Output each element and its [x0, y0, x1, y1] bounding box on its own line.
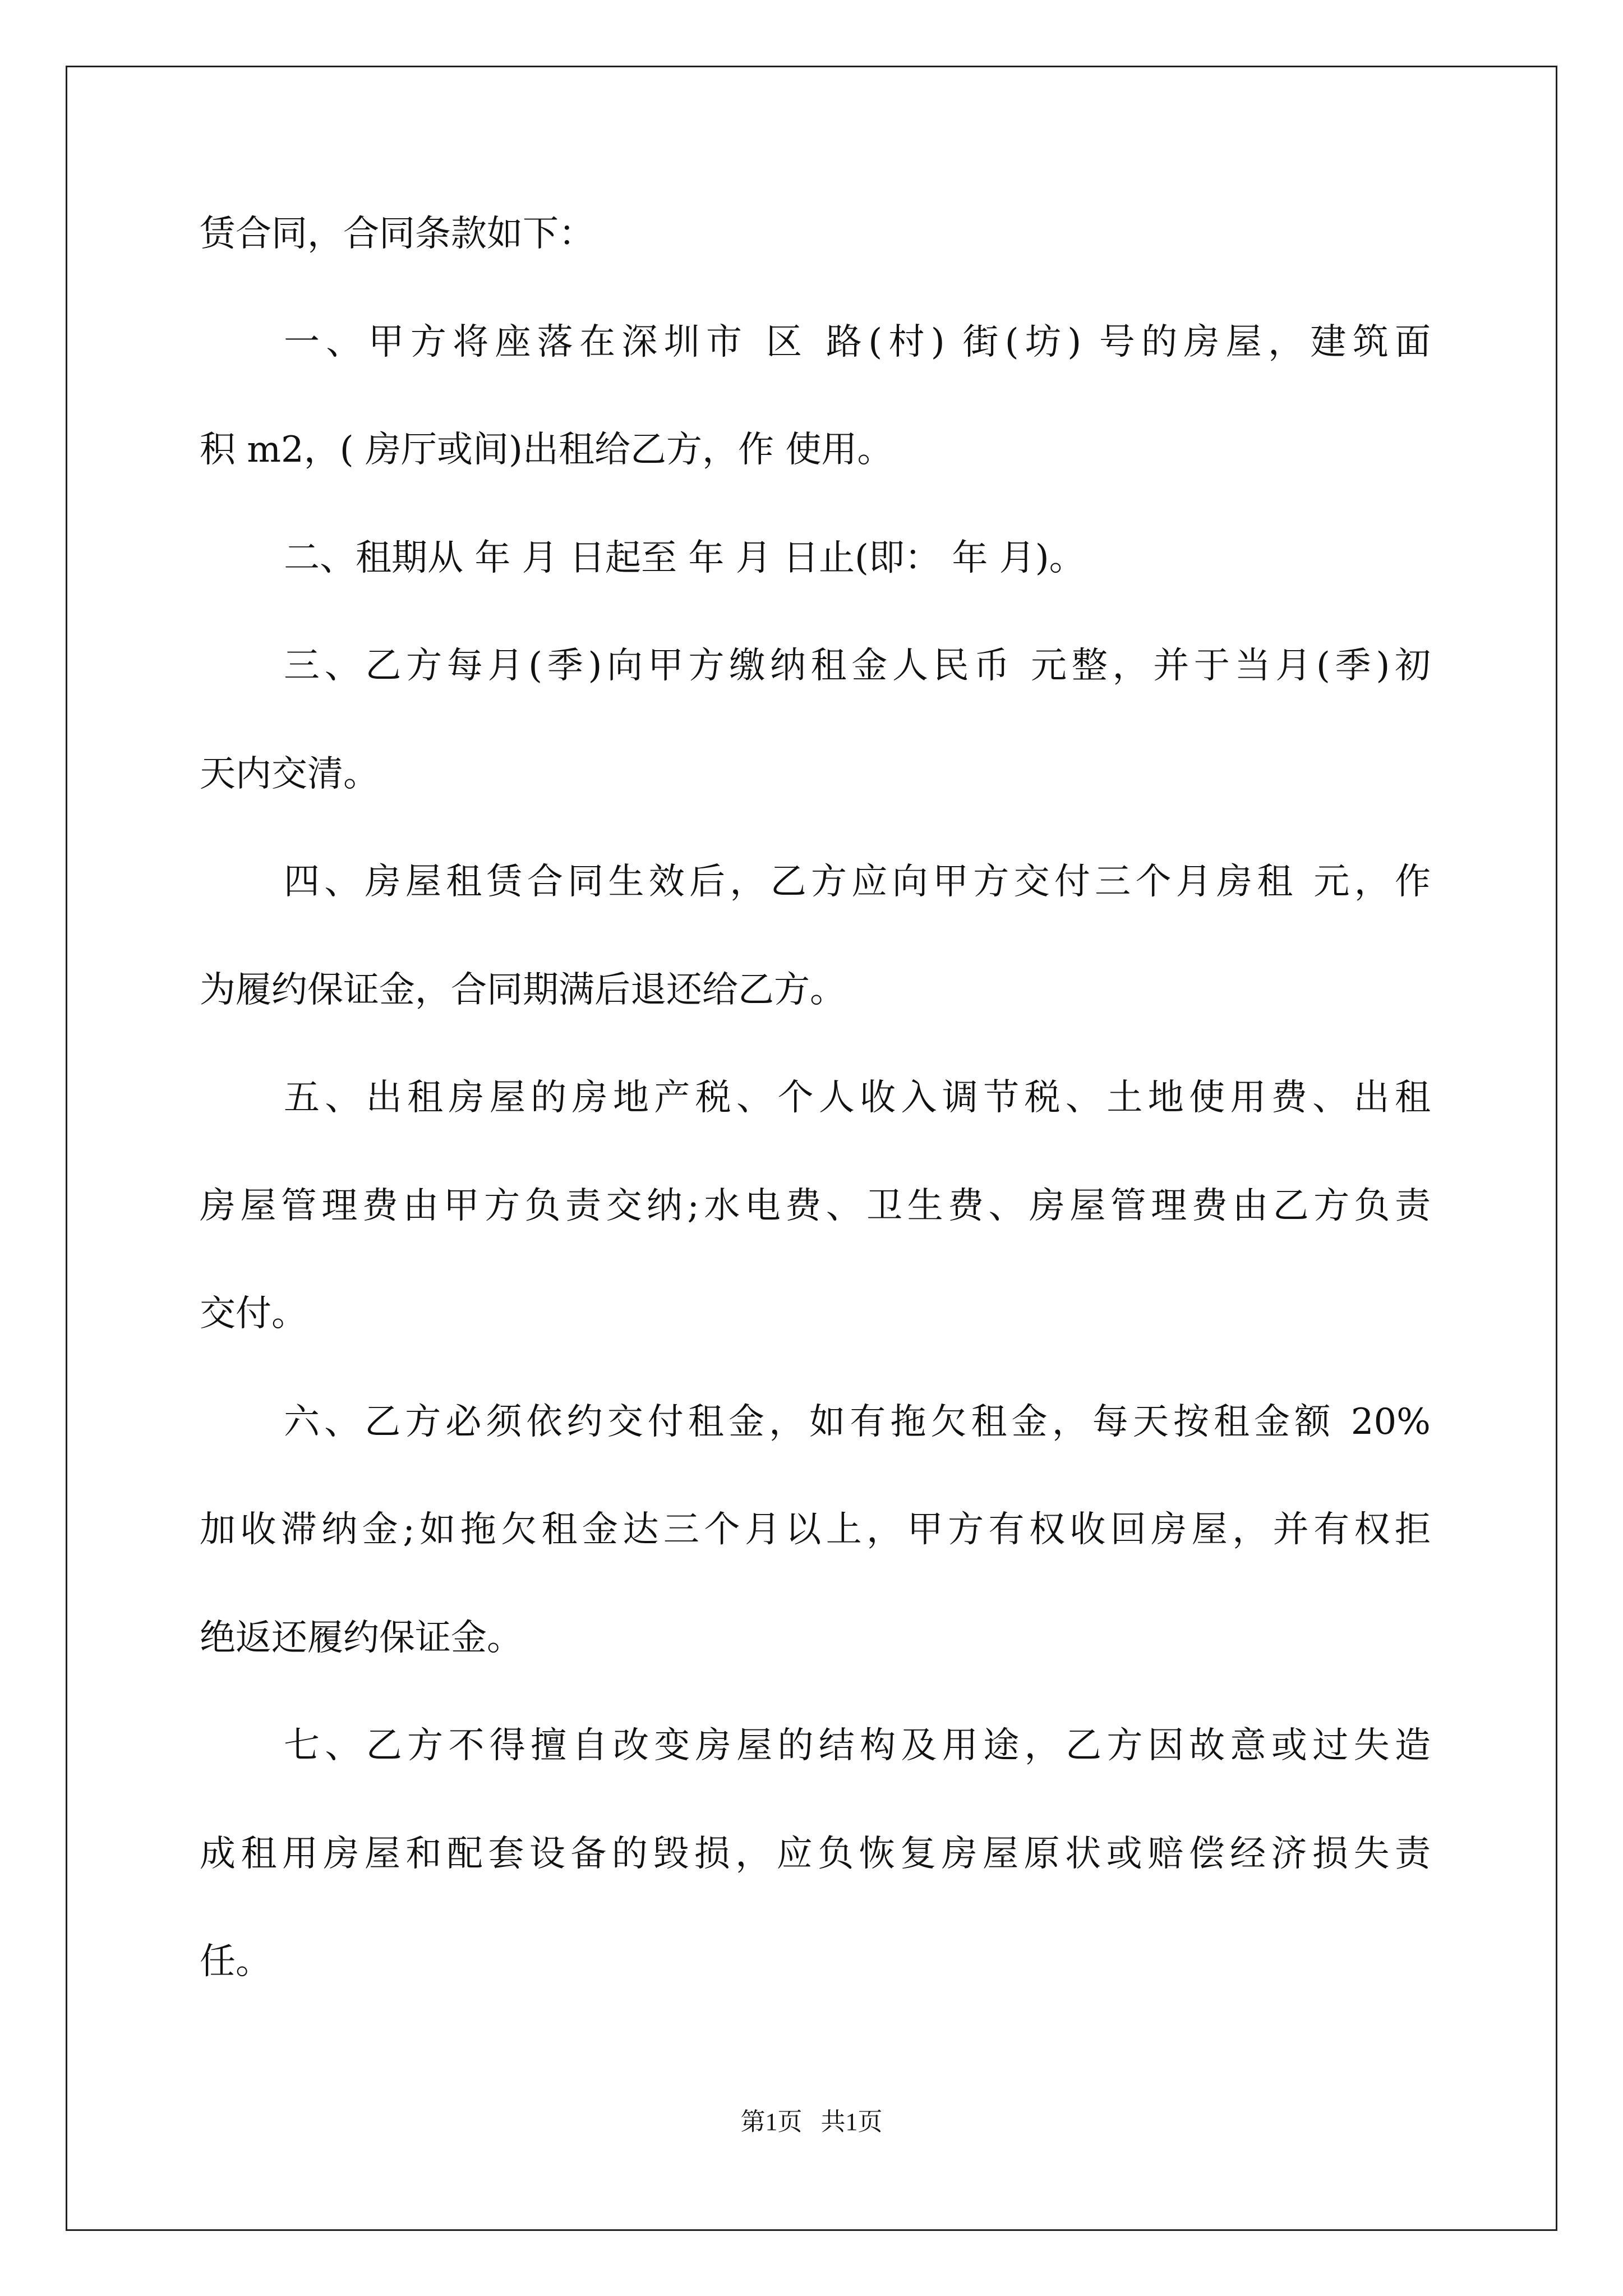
clause-four-line: 为履约保证金，合同期满后退还给乙方。	[200, 969, 846, 1011]
clause-seven-line: 任。	[200, 1941, 271, 1982]
clause-three-line: 三、乙方每月(季)向甲方缴纳租金人民币 元整，并于当月(季)初	[284, 645, 1431, 687]
clause-six-line: 加收滞纳金;如拖欠租金达三个月以上，甲方有权收回房屋，并有权拒	[200, 1509, 1431, 1550]
page-number: 第1页 共1页	[740, 2108, 883, 2136]
clause-five-line: 房屋管理费由甲方负责交纳;水电费、卫生费、房屋管理费由乙方负责	[200, 1185, 1431, 1227]
page-footer	[0, 2105, 1623, 2139]
clause-five-line: 五、出租房屋的房地产税、个人收入调节税、土地使用费、出租	[284, 1077, 1431, 1119]
clause-one-line: 积 m2，( 房厅或间)出租给乙方，作 使用。	[200, 429, 893, 471]
clause-three-line: 天内交清。	[200, 753, 379, 795]
clause-seven-line: 七、乙方不得擅自改变房屋的结构及用途，乙方因故意或过失造	[284, 1725, 1431, 1766]
text-line: 赁合同，合同条款如下：	[200, 213, 594, 255]
page-border	[66, 66, 1557, 2231]
clause-seven-line: 成租用房屋和配套设备的毁损，应负恢复房屋原状或赔偿经济损失责	[200, 1833, 1431, 1875]
clause-six-line: 六、乙方必须依约交付租金，如有拖欠租金，每天按租金额 20%	[284, 1401, 1431, 1443]
clause-five-line: 交付。	[200, 1293, 307, 1335]
clause-four-line: 四、房屋租赁合同生效后，乙方应向甲方交付三个月房租 元，作	[284, 861, 1431, 903]
clause-six-line: 绝返还履约保证金。	[200, 1617, 523, 1659]
clause-one-line: 一、甲方将座落在深圳市 区 路(村) 街(坊) 号的房屋，建筑面	[284, 321, 1431, 363]
clause-two-line: 二、租期从 年 月 日起至 年 月 日止(即： 年 月)。	[284, 537, 1085, 579]
